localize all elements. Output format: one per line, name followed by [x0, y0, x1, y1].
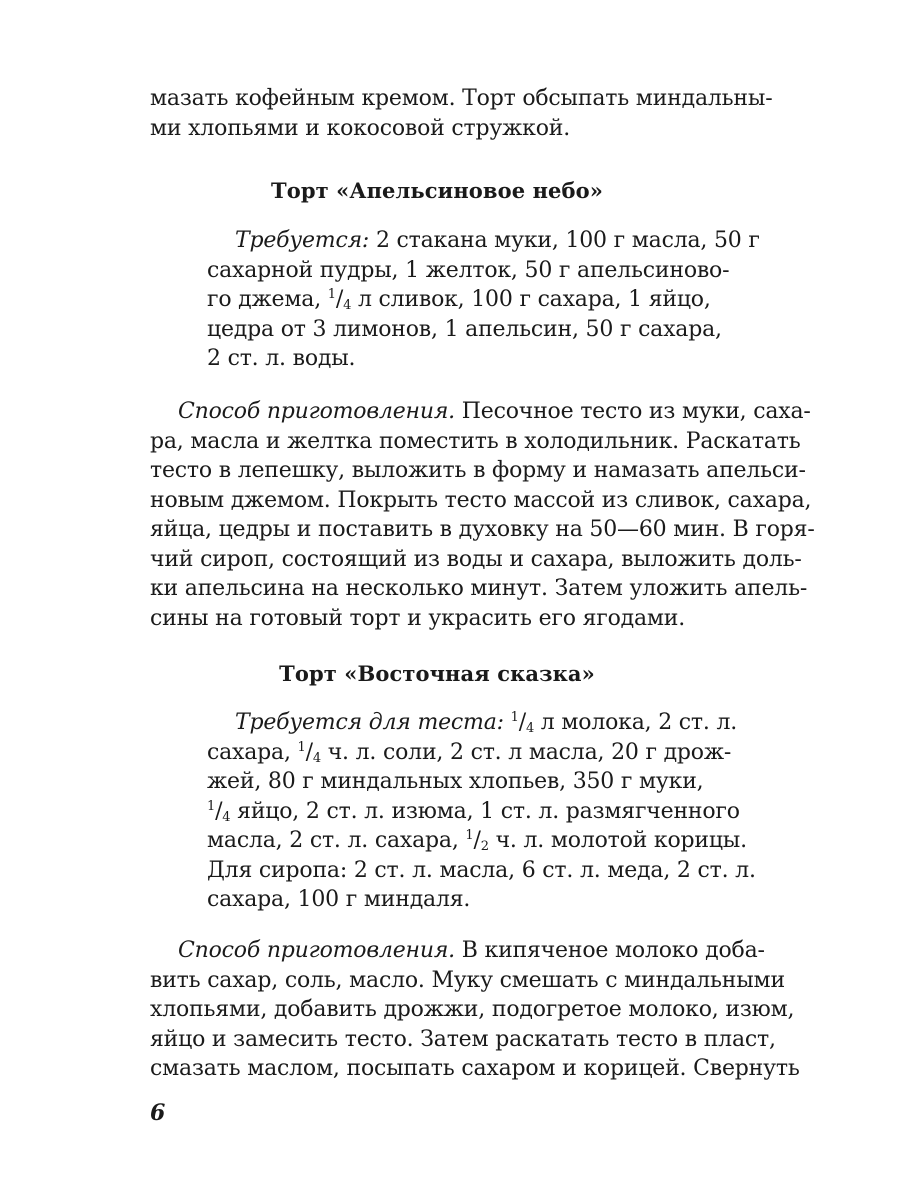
recipe-1-ingredients-line-4: цедра от 3 лимонов, 1 апельсин, 50 г сахара, — [207, 316, 722, 342]
fraction-numerator: 1 — [207, 798, 216, 814]
recipe-2-ingredients-text-5b: ч. л. молотой корицы. — [488, 828, 747, 853]
fraction-numerator: 1 — [510, 710, 519, 725]
recipe-2-title: Торт «Восточная сказка» — [279, 661, 595, 686]
recipe-1-ingredients-line-1 — [207, 226, 760, 256]
recipe-2-method-line-3: хлопьями, добавить дрожжи, подогретое молоко, изюм, — [150, 997, 795, 1022]
recipe-2-method-line-5: смазать маслом, посыпать сахаром и корицей. Свернуть — [150, 1056, 800, 1081]
fraction-denominator: 4 — [343, 298, 352, 313]
recipe-1-method-line-2: ра, масла и желтка поместить в холодильник. Раскатать — [150, 428, 801, 454]
fraction-quarter — [328, 287, 351, 312]
recipe-1-ingredients — [207, 226, 760, 374]
recipe-1-method-line-1 — [150, 397, 811, 427]
recipe-1-method — [150, 397, 815, 633]
recipe-1-method-line-6: чий сироп, состоящий из воды и сахара, выложить доль- — [150, 546, 802, 572]
fraction-slash: / — [335, 287, 344, 312]
intro-line-1: мазать кофейным кремом. Торт обсыпать миндальны- — [150, 86, 773, 111]
recipe-2-method-line-1 — [150, 936, 765, 966]
page-number: 6 — [150, 1100, 166, 1126]
intro-line-2: ми хлопьями и кокосовой стружкой. — [150, 115, 570, 141]
recipe-1-method-line-3: тесто в лепешку, выложить в форму и намазать апельси- — [150, 458, 806, 483]
fraction-half — [465, 828, 488, 853]
fraction-numerator: 1 — [327, 287, 336, 302]
recipe-2-ingredients-text-5a: масла, 2 ст. л. сахара, — [207, 828, 466, 853]
recipe-1-ingredients-line-3 — [207, 285, 711, 315]
recipe-2-ingredients-line-3: жей, 80 г миндальных хлопьев, 350 г муки, — [207, 769, 704, 794]
recipe-1-method-line-8: сины на готовый торт и украсить его ягодами. — [150, 605, 686, 631]
recipe-2-method-line-4: яйцо и замесить тесто. Затем раскатать тесто в пласт, — [150, 1026, 776, 1052]
fraction-quarter — [207, 799, 230, 824]
fraction-slash: / — [305, 739, 313, 765]
recipe-2-method-text-1: В кипяченое молоко доба- — [454, 938, 765, 963]
recipe-1-ingredients-line-2: сахарной пудры, 1 желток, 50 г апельсиново- — [207, 257, 730, 283]
recipe-2-ingredients-line-4 — [207, 797, 740, 827]
fraction-numerator: 1 — [465, 828, 474, 843]
fraction-slash: / — [518, 710, 526, 735]
recipe-1-method-line-5: яйца, цедры и поставить в духовку на 50—60 мин. В горя- — [150, 517, 815, 542]
recipe-1-title: Торт «Апельсиновое небо» — [271, 178, 603, 203]
fraction-denominator: 4 — [312, 750, 321, 766]
fraction-denominator: 4 — [222, 809, 231, 825]
recipe-2-method — [150, 936, 800, 1084]
recipe-2-ingredients-text-4: яйцо, 2 ст. л. изюма, 1 ст. л. размягченного — [230, 798, 740, 824]
fraction-denominator: 4 — [525, 721, 535, 736]
recipe-2-method-label: Способ приготовления. — [178, 938, 455, 963]
recipe-2-ingredients — [207, 708, 756, 915]
recipe-1-method-label: Способ приготовления. — [178, 399, 455, 424]
intro-paragraph — [150, 84, 773, 143]
recipe-2-ingredients-line-1 — [207, 708, 738, 738]
recipe-2-method-line-2: вить сахар, соль, масло. Муку смешать с миндальными — [150, 967, 785, 993]
recipe-2-ingredients-line-5 — [207, 826, 747, 856]
recipe-2-ingredients-line-7: сахара, 100 г миндаля. — [207, 887, 471, 912]
fraction-numerator: 1 — [297, 739, 306, 755]
fraction-slash: / — [215, 798, 223, 824]
recipe-1-ingredients-line-5: 2 ст. л. воды. — [207, 346, 356, 371]
fraction-denominator: 2 — [480, 839, 489, 854]
recipe-1-ingredients-text-1: 2 стакана муки, 100 г масла, 50 г — [369, 228, 760, 253]
recipe-1-ingredients-label: Требуется: — [235, 228, 370, 253]
recipe-1-ingredients-text-3b: л сливок, 100 г сахара, 1 яйцо, — [351, 287, 711, 312]
recipe-2-ingredients-line-6: Для сиропа: 2 ст. л. масла, 6 ст. л. меда, 2 ст. л. — [207, 857, 756, 883]
recipe-2-ingredients-text-2b: ч. л. соли, 2 ст. л масла, 20 г дрож- — [320, 739, 732, 765]
recipe-1-method-line-4: новым джемом. Покрыть тесто массой из сливок, сахара, — [150, 487, 812, 513]
fraction-quarter — [298, 740, 321, 765]
recipe-2-ingredients-line-2 — [207, 738, 732, 768]
fraction-slash: / — [473, 828, 481, 853]
recipe-1-method-text-1: Песочное тесто из муки, саха- — [454, 399, 811, 424]
recipe-1-method-line-7: ки апельсина на несколько минут. Затем уложить апель- — [150, 576, 808, 601]
recipe-2-ingredients-label: Требуется для теста: — [235, 710, 504, 735]
recipe-1-ingredients-text-3a: го джема, — [207, 287, 328, 312]
fraction-quarter — [511, 710, 534, 735]
recipe-2-ingredients-text-2a: сахара, — [207, 739, 298, 765]
recipe-2-ingredients-text-1: л молока, 2 ст. л. — [534, 710, 738, 735]
